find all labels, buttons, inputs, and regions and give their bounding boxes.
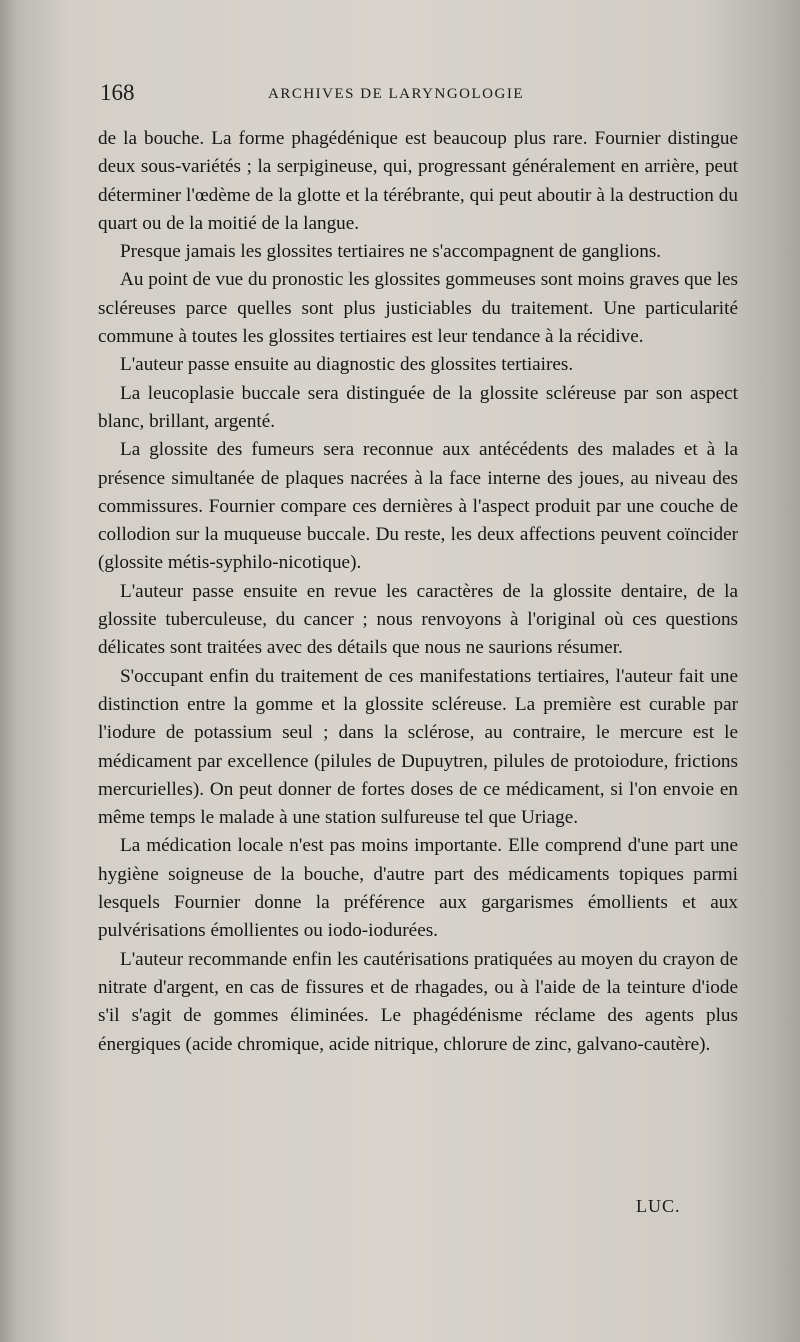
paragraph: La leucoplasie buccale sera distinguée de la glossite scléreuse par son aspect blanc, brillant, argenté. [98, 382, 738, 432]
paragraph: S'occupant enfin du traitement de ces manifestations tertiaires, l'auteur fait une distinction entre la gomme et la glossite scléreuse. La première est curable par l'iodure de potassium seul ; dans la sclérose, au contraire, le mercure est le médicament par excellence (pilules de Dupuytren, pilules de protoiodure, frictions mercurielles). On peut donner de fortes doses de ce médicament, si l'on envoie en même temps le malade à une station sulfureuse tel que Uriage. [98, 665, 738, 829]
page-header [100, 80, 740, 114]
paragraph: de la bouche. La forme phagédénique est beaucoup plus rare. Fournier distingue deux sous-variétés ; la serpigineuse, qui, progressant généralement en arrière, peut déterminer l'œdème de la glotte et la térébrante, qui peut aboutir à la destruction du quart ou de la moitié de la langue. [98, 128, 738, 234]
page-number: 168 [100, 80, 135, 105]
author-signature: LUC. [636, 1196, 681, 1216]
article-body [98, 125, 738, 1059]
paragraph: La médication locale n'est pas moins importante. Elle comprend d'une part une hygiène soigneuse de la bouche, d'autre part des médicaments topiques parmi lesquels Fournier donne la préférence aux gargarismes émollients et aux pulvérisations émollientes ou iodo-iodurées. [98, 835, 738, 942]
paragraph: Au point de vue du pronostic les glossites gommeuses sont moins graves que les scléreuses parce quelles sont plus justiciables du traitement. Une particularité commune à toutes les glossites tertiaires est leur tendance à la récidive. [98, 269, 738, 348]
paragraph: L'auteur passe ensuite en revue les caractères de la glossite dentaire, de la glossite tuberculeuse, du cancer ; nous renvoyons à l'original où ces questions délicates sont traitées avec des détails que nous ne saurions résumer. [98, 580, 738, 659]
paragraph: L'auteur passe ensuite au diagnostic des glossites tertiaires. [120, 354, 574, 376]
paragraph: Presque jamais les glossites tertiaires ne s'accompagnent de ganglions. [120, 241, 662, 263]
running-title: ARCHIVES DE LARYNGOLOGIE [268, 86, 524, 102]
paragraph: L'auteur recommande enfin les cautérisations pratiquées au moyen du crayon de nitrate d'argent, en cas de fissures et de rhagades, ou à l'aide de la teinture d'iode s'il s'agit de gommes éliminées. Le phagédénisme réclame des agents plus énergiques (acide chromique, acide nitrique, chlorure de zinc, galvano-cautère). [98, 948, 738, 1055]
paragraph: La glossite des fumeurs sera reconnue aux antécédents des malades et à la présence simultanée de plaques nacrées à la face interne des joues, au niveau des commissures. Fournier compare ces dernières à l'aspect produit par une couche de collodion sur la muqueuse buccale. Du reste, les deux affections peuvent coïncider (glossite métis-syphilo-nicotique). [98, 439, 738, 574]
